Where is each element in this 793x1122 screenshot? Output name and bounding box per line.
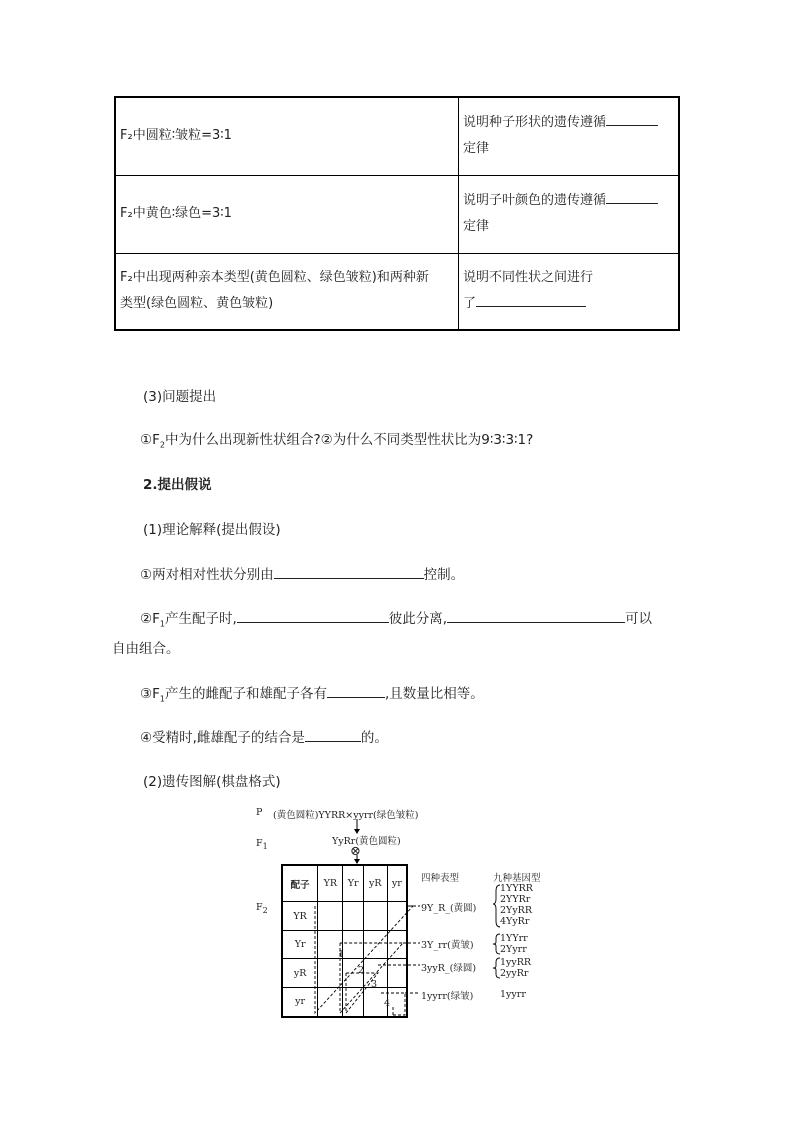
text-fragment: ①两对相对性状分别由 <box>140 567 274 583</box>
text-fragment: 产生配子时, <box>164 611 237 627</box>
question-heading: (3)问题提出 <box>143 389 217 405</box>
phenotype-label: 1yyrr(绿皱) <box>421 991 474 1002</box>
genotype-group <box>500 957 531 979</box>
cell-text: 说明不同性状之间进行 <box>463 270 594 286</box>
region-number: 2 <box>358 965 365 976</box>
genotype-group <box>500 933 528 955</box>
cell-text: 了 <box>463 296 477 312</box>
cell-text: 定律 <box>463 219 490 234</box>
punnett-diagram <box>253 803 553 1028</box>
subsection-heading: (2)遗传图解(棋盘格式) <box>143 774 281 790</box>
grid-row <box>282 902 407 931</box>
table-cell <box>115 253 459 330</box>
genotype-item: 1YYrr <box>500 933 528 944</box>
genotype-item: 2yyRr <box>500 968 529 979</box>
phenotype-heading: 四种表型 <box>421 873 460 884</box>
observation-table <box>114 96 680 331</box>
region-number: 1 <box>338 949 345 960</box>
hypothesis-2-continued: 自由组合。 <box>112 641 180 657</box>
hypothesis-2 <box>140 607 652 629</box>
subscript: 1 <box>159 694 165 704</box>
phenotype-label: 3yyR_(绿圆) <box>421 963 477 974</box>
subscript: 1 <box>262 841 268 851</box>
text-fragment: 的。 <box>360 730 388 746</box>
phenotype-label: 9Y_R_(黄圆) <box>421 903 477 914</box>
grid-header-cell: YR <box>318 865 343 902</box>
text-fragment: 中为什么出现新性状组合?②为什么不同类型性状比为9∶3∶3∶1? <box>164 432 534 448</box>
genotype-item: 2YyRR <box>500 905 532 916</box>
grid-row-header: yR <box>282 959 318 988</box>
genotype-item: 2YYRr <box>500 894 531 905</box>
text-fragment: 控制。 <box>423 567 465 583</box>
subscript: 1 <box>159 619 165 629</box>
region-number: 4 <box>384 998 391 1009</box>
table-cell <box>115 97 459 175</box>
p-cross: (黄色圆粒)YYRR×yyrr(绿色皱粒) <box>273 810 419 821</box>
cell-text: 说明子叶颜色的遗传遵循 <box>463 193 607 208</box>
answer-blank[interactable] <box>327 683 385 698</box>
section-heading: 2.提出假说 <box>143 477 212 493</box>
p-label: P <box>256 807 263 818</box>
answer-blank[interactable] <box>274 564 424 579</box>
table-row <box>115 175 679 253</box>
hypothesis-4 <box>140 726 388 746</box>
text-fragment: 可以 <box>625 611 653 627</box>
question-body <box>140 428 533 450</box>
cell-text: F₂中黄色∶绿色=3∶1 <box>120 206 232 221</box>
genotype-item: 1yyRR <box>500 957 532 968</box>
text-fragment: 产生的雌配子和雄配子各有 <box>164 686 327 702</box>
grid-row-header: yr <box>282 987 318 1017</box>
text-fragment: ④受精时,雌雄配子的结合是 <box>140 730 305 746</box>
answer-blank[interactable] <box>305 727 361 742</box>
grid-header-cell: Yr <box>343 865 364 902</box>
text-fragment: ①F <box>140 432 160 448</box>
text-fragment: ,且数量比相等。 <box>384 686 484 702</box>
answer-blank[interactable] <box>237 608 389 623</box>
cell-text: 类型(绿色圆粒、黄色皱粒) <box>120 296 274 312</box>
answer-blank[interactable] <box>447 608 625 623</box>
text-fragment: ②F <box>140 611 160 627</box>
genotype-item: 1yyrr <box>500 989 526 1000</box>
text-fragment: ③F <box>140 686 160 702</box>
text-fragment: F <box>256 902 263 913</box>
grid-row-header: Yr <box>282 930 318 959</box>
cell-text: F₂中出现两种亲本类型(黄色圆粒、绿色皱粒)和两种新 <box>120 270 429 286</box>
genotype-item: 2Yyrr <box>500 944 527 955</box>
genotype-group <box>500 883 533 927</box>
genotype-heading: 九种基因型 <box>493 873 541 884</box>
punnett-grid <box>281 864 408 1018</box>
subscript: 2 <box>262 905 268 915</box>
table-row <box>115 97 679 175</box>
subscript: 2 <box>159 440 165 450</box>
table-cell <box>115 175 459 253</box>
table-cell <box>459 253 680 330</box>
f1-genotype: YyRr(黄色圆粒) <box>332 836 401 847</box>
f1-label <box>256 838 268 851</box>
answer-blank[interactable] <box>606 111 658 126</box>
table-cell <box>459 175 680 253</box>
grid-header-cell: 配子 <box>282 865 318 902</box>
hypothesis-3 <box>140 682 484 704</box>
hypothesis-1 <box>140 563 464 583</box>
genotype-item: 4YyRr <box>500 916 530 927</box>
genotype-item: 1YYRR <box>500 883 533 894</box>
cell-text: F₂中圆粒∶皱粒=3∶1 <box>120 128 232 144</box>
answer-blank[interactable] <box>606 189 658 204</box>
cell-text: 定律 <box>463 141 490 157</box>
table-cell <box>459 97 680 175</box>
region-number: 3 <box>371 979 378 990</box>
grid-row-header: YR <box>282 902 318 931</box>
grid-row <box>282 959 407 988</box>
answer-blank[interactable] <box>476 292 586 307</box>
selfing-symbol: ⊗ <box>350 844 361 859</box>
table-row <box>115 253 679 330</box>
text-fragment: 彼此分离, <box>388 611 448 627</box>
grid-row <box>282 930 407 959</box>
grid-header-cell: yr <box>387 865 407 902</box>
grid-header-row <box>282 865 407 902</box>
text-fragment: F <box>256 838 263 849</box>
subsection-heading: (1)理论解释(提出假设) <box>143 522 281 538</box>
phenotype-label: 3Y_rr(黄皱) <box>421 940 474 951</box>
cell-text: 说明种子形状的遗传遵循 <box>463 115 607 131</box>
f2-label <box>256 902 268 915</box>
grid-header-cell: yR <box>364 865 388 902</box>
